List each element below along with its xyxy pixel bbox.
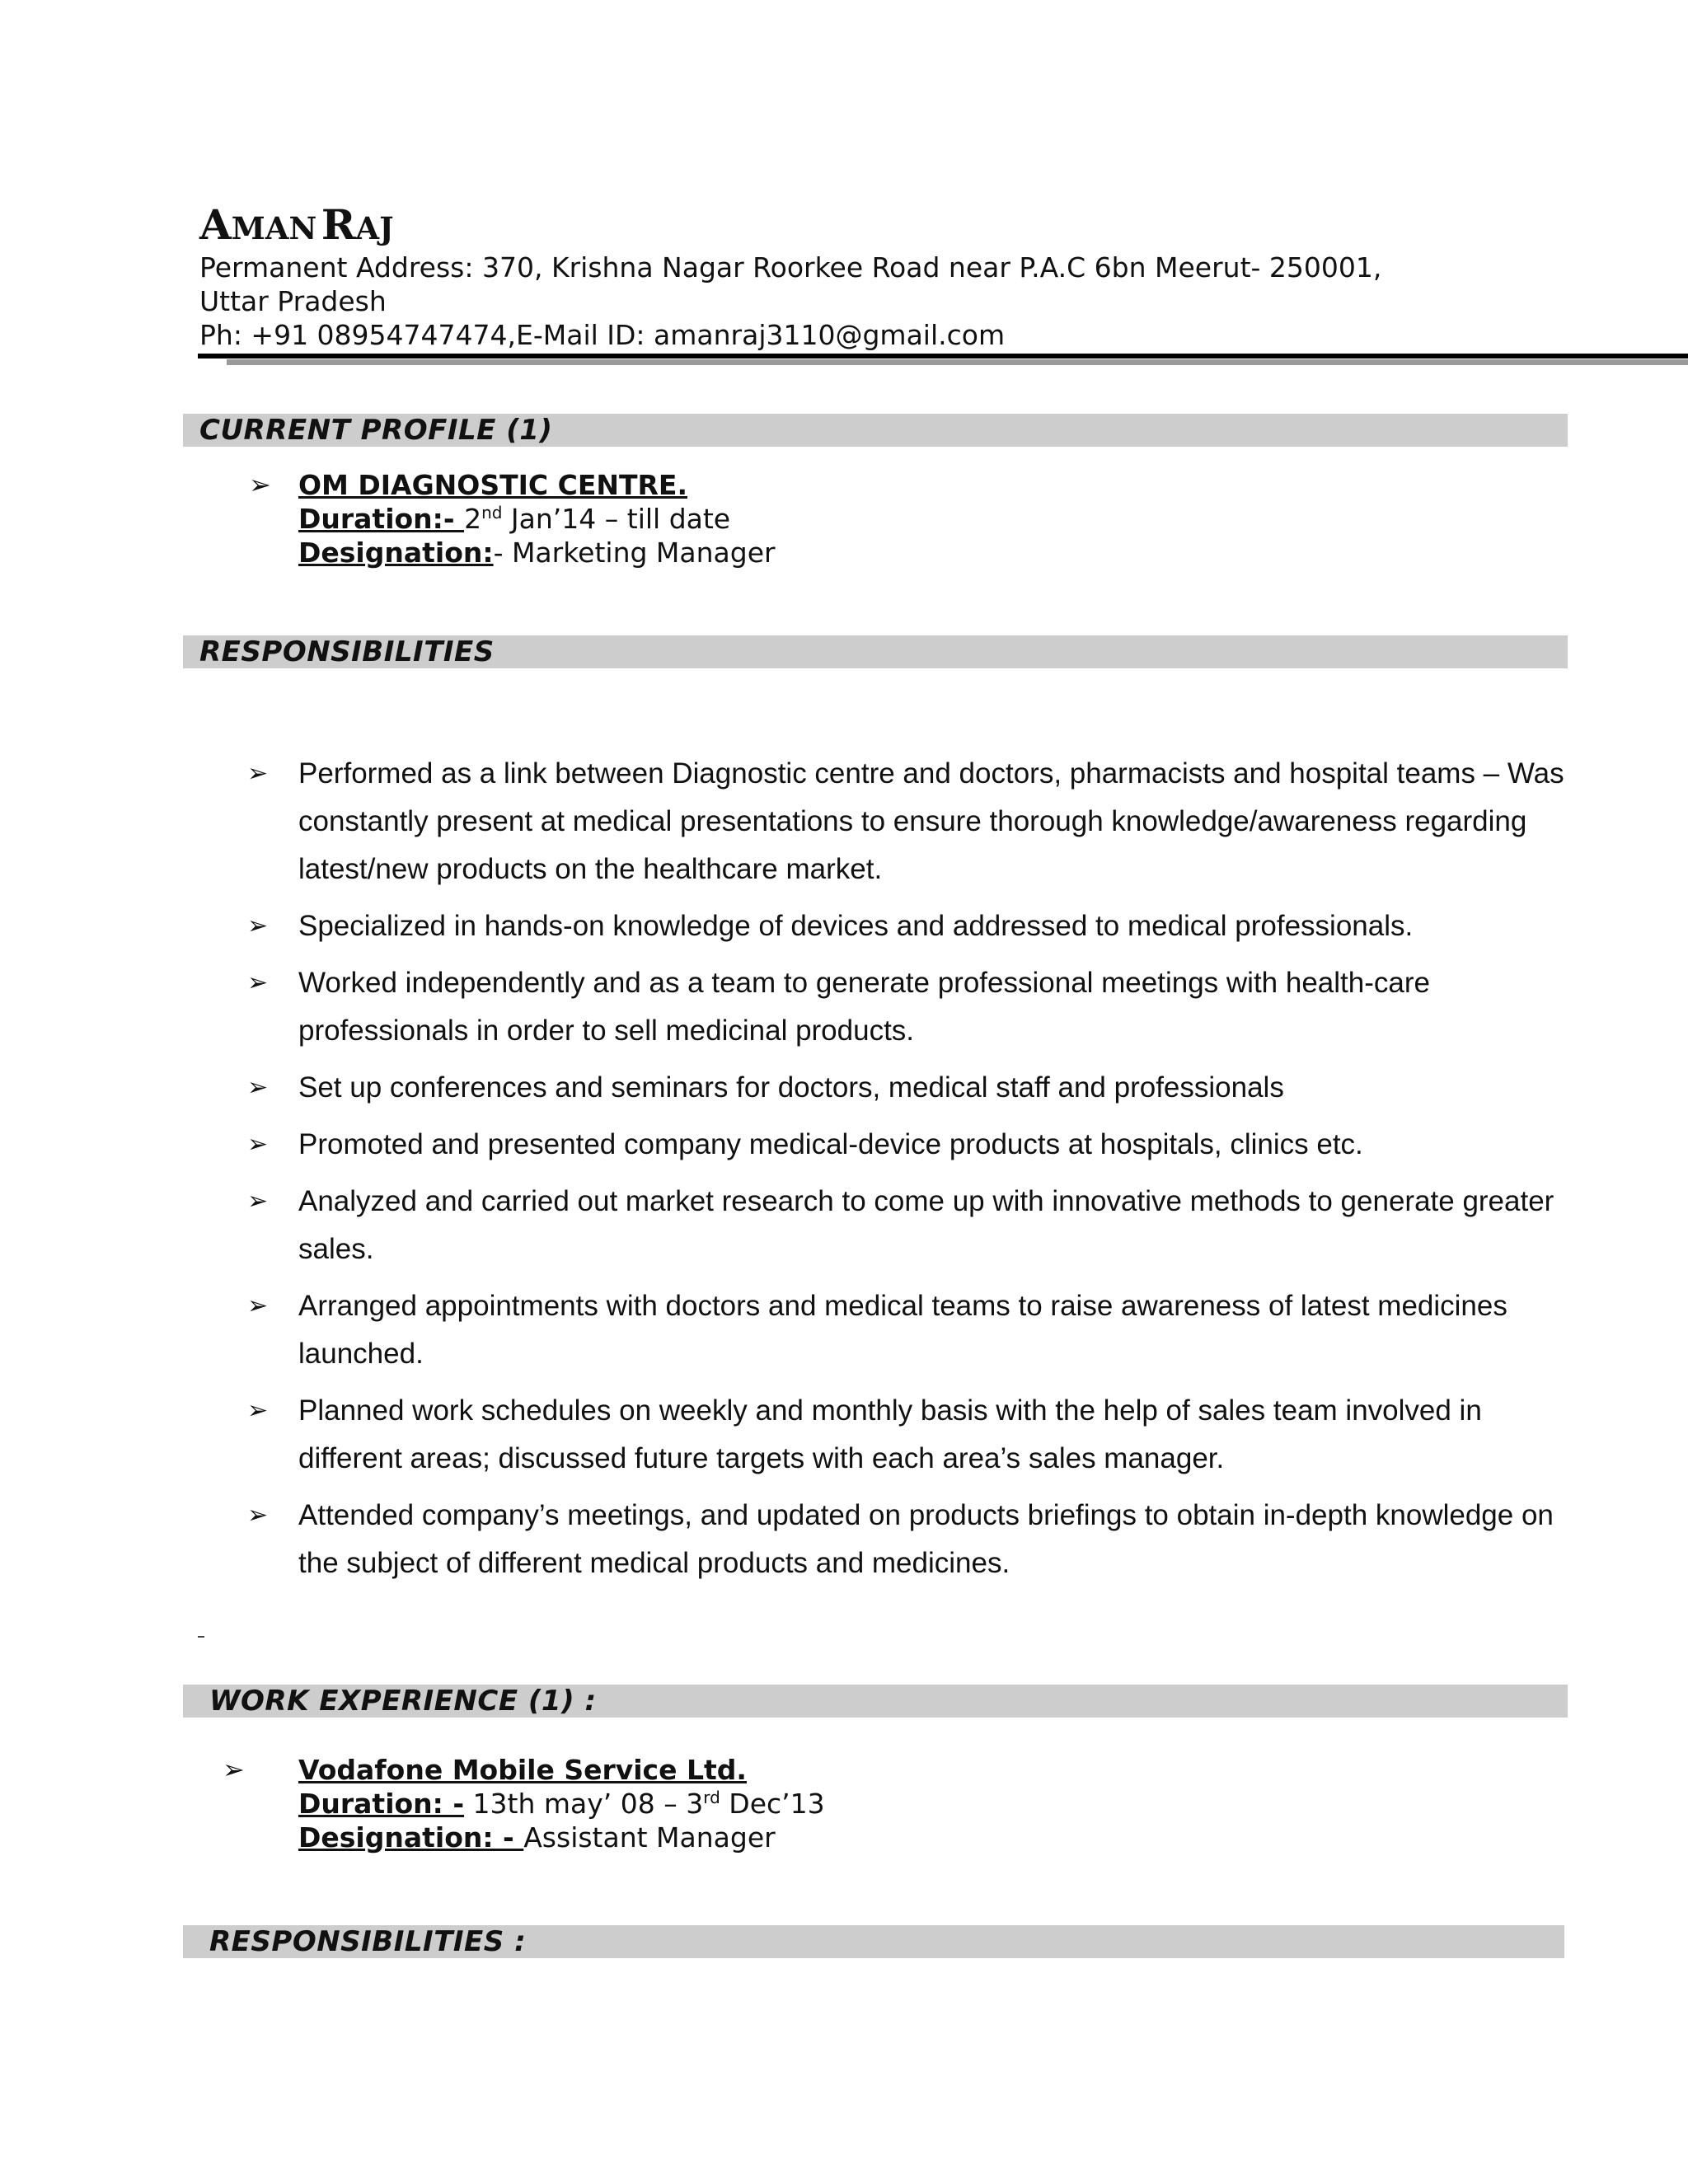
contact-line: Ph: +91 08954747474,E-Mail ID: amanraj3110@gmail.com	[199, 319, 1006, 351]
responsibilities-list	[247, 750, 1566, 1596]
duration-row: Duration:- 2nd Jan’14 – till date	[298, 503, 731, 535]
section-heading-responsibilities-2: RESPONSIBILITIES :	[209, 1925, 527, 1958]
section-heading-current-profile: CURRENT PROFILE (1)	[199, 414, 553, 447]
bullet-arrow-icon: ➢	[247, 760, 269, 787]
designation-row: Designation: - Assistant Manager	[298, 1821, 776, 1854]
bullet-arrow-icon: ➢	[223, 1754, 245, 1785]
list-item: ➢ Performed as a link between Diagnostic centre and doctors, pharmacists and hospital teams – Was constantly present at medical presentations to ensure thorough knowledge/awareness regarding latest/new products on the healthcare market.	[247, 750, 1566, 893]
list-item: ➢ Planned work schedules on weekly and monthly basis with the help of sales team involved in different areas; discussed future targets with each area’s sales manager.	[247, 1387, 1566, 1483]
bullet-arrow-icon: ➢	[247, 1397, 269, 1424]
header-rule-shadow	[227, 359, 1688, 365]
address-line-1: Permanent Address: 370, Krishna Nagar Roorkee Road near P.A.C 6bn Meerut- 250001,	[199, 251, 1382, 284]
address-line-2: Uttar Pradesh	[199, 285, 387, 317]
section-heading-responsibilities: RESPONSIBILITIES	[199, 635, 495, 668]
company-name: OM DIAGNOSTIC CENTRE.	[298, 469, 687, 501]
list-item: ➢ Analyzed and carried out market research to come up with innovative methods to generate greater sales.	[247, 1178, 1566, 1273]
duration-row: Duration: - 13th may’ 08 – 3rd Dec’13	[298, 1788, 825, 1820]
list-item: ➢ Arranged appointments with doctors and medical teams to raise awareness of latest medicines launched.	[247, 1282, 1566, 1378]
list-item: ➢ Promoted and presented company medical-device products at hospitals, clinics etc.	[247, 1121, 1566, 1169]
company-name: Vodafone Mobile Service Ltd.	[298, 1754, 747, 1786]
bullet-arrow-icon: ➢	[249, 469, 271, 500]
bullet-arrow-icon: ➢	[247, 912, 269, 940]
section-heading-work-experience: WORK EXPERIENCE (1) :	[209, 1685, 597, 1718]
list-item: ➢ Specialized in hands-on knowledge of devices and addressed to medical professionals.	[247, 902, 1566, 950]
bullet-arrow-icon: ➢	[247, 1131, 269, 1158]
bullet-arrow-icon: ➢	[247, 1074, 269, 1101]
list-item: ➢ Worked independently and as a team to generate professional meetings with health-care professionals in order to sell medicinal products.	[247, 959, 1566, 1055]
list-item: ➢ Set up conferences and seminars for doctors, medical staff and professionals	[247, 1064, 1566, 1112]
bullet-arrow-icon: ➢	[247, 1188, 269, 1215]
designation-row: Designation:- Marketing Manager	[298, 537, 776, 569]
bullet-arrow-icon: ➢	[247, 1502, 269, 1529]
stray-dash	[198, 1636, 204, 1638]
candidate-name: AMAN RAJ	[199, 200, 394, 249]
header-rule	[198, 354, 1688, 359]
bullet-arrow-icon: ➢	[247, 969, 269, 996]
bullet-arrow-icon: ➢	[247, 1292, 269, 1319]
list-item: ➢ Attended company’s meetings, and updated on products briefings to obtain in-depth knowledge on the subject of different medical products and medicines.	[247, 1492, 1566, 1587]
